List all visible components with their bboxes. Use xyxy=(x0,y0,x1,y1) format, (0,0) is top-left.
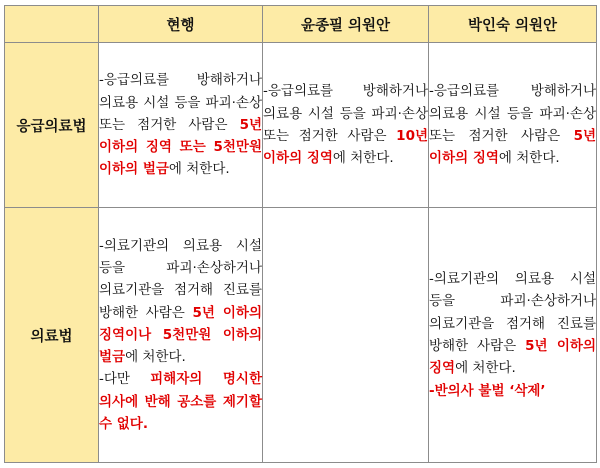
header-corner xyxy=(5,6,99,43)
text: 에 처한다. xyxy=(498,150,560,167)
text: 에 처한다. xyxy=(125,349,186,366)
cell-emergency-park xyxy=(429,43,597,208)
cell-emergency-yoon xyxy=(263,43,429,208)
cell-medical-current xyxy=(99,208,263,463)
header-park-bill: 박인숙 의원안 xyxy=(429,6,597,43)
text: -응급의료를 방해하거나 의료용 시설 등을 파괴·손상 또는 점거한 사람은 xyxy=(429,83,596,144)
highlight-text: -반의사 불벌 ‘삭제’ xyxy=(429,382,546,399)
paragraph xyxy=(99,368,262,435)
table-row-emergency-act xyxy=(5,43,597,208)
header-yoon-bill: 윤종필 의원안 xyxy=(263,6,429,43)
text: 에 처한다. xyxy=(332,150,394,167)
cell-medical-park xyxy=(429,208,597,463)
paragraph xyxy=(429,80,596,169)
row-label-medical-act: 의료법 xyxy=(5,208,99,463)
highlight-text: 5년 이하의 징역 또는 5천만원 이하의 벌금 xyxy=(99,116,262,178)
highlight-text: 5년 이하의 징역이나 5천만원 이하의 벌금 xyxy=(99,304,262,366)
text: 에 처한다. xyxy=(455,360,516,377)
row-label-emergency-act: 응급의료법 xyxy=(5,43,99,208)
header-current: 현행 xyxy=(99,6,263,43)
paragraph xyxy=(429,268,596,379)
header-row xyxy=(5,6,597,43)
text: -다만 xyxy=(99,371,151,388)
cell-medical-yoon-empty xyxy=(263,208,429,463)
text: -응급의료를 방해하거나 의료용 시설 등을 파괴·손상 또는 점거한 사람은 xyxy=(99,72,262,133)
text: -의료기관의 의료용 시설 등을 파괴·손상하거나 의료기관을 점거해 진료를 방해한 사람은 xyxy=(99,237,262,321)
text: -응급의료를 방해하거나 의료용 시설 등을 파괴·손상 또는 점거한 사람은 xyxy=(263,83,428,144)
table-row-medical-act xyxy=(5,208,597,463)
highlight-text: 피해자의 명시한 의사에 반해 공소를 제기할 수 없다. xyxy=(99,371,262,433)
cell-emergency-current xyxy=(99,43,263,208)
paragraph xyxy=(99,235,262,369)
highlight-text: 5년 이하의 징역 xyxy=(429,128,596,167)
paragraph xyxy=(99,69,262,180)
paragraph xyxy=(263,80,428,169)
law-comparison-table xyxy=(4,5,597,463)
paragraph xyxy=(429,380,596,402)
highlight-text: 10년 이하의 징역 xyxy=(263,128,428,167)
highlight-text: 5년 이하의 징역 xyxy=(429,338,596,377)
text: 에 처한다. xyxy=(168,161,230,178)
text: -의료기관의 의료용 시설 등을 파괴·손상하거나 의료기관을 점거해 진료를 방해한 사람은 xyxy=(429,271,596,354)
